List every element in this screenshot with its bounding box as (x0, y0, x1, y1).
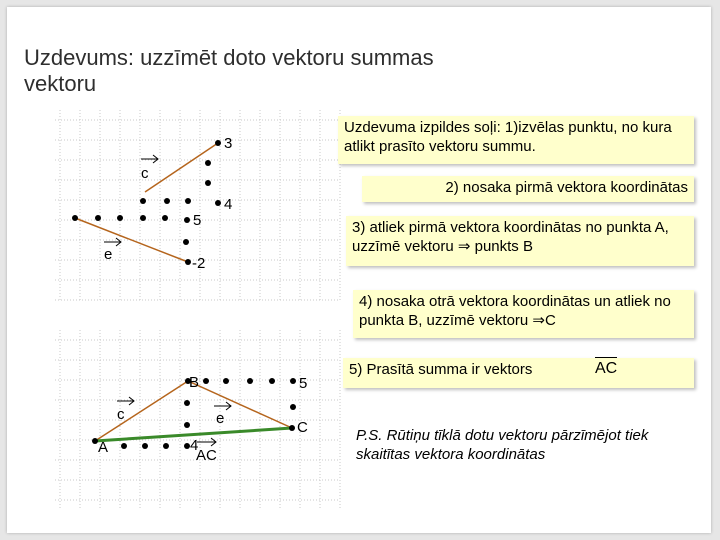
dot (290, 404, 296, 410)
bottom-coord-4: 4 (190, 437, 199, 454)
dot (140, 198, 146, 204)
dot (247, 378, 253, 384)
step-5-vector-ac: AC (595, 360, 618, 377)
point-c-label: C (297, 419, 308, 436)
step-3-note: 3) atliek pirmā vektora koordinātas no punkta A, uzzīmē vektoru ⇒ punkts B (346, 216, 694, 266)
dot (117, 215, 123, 221)
dot (184, 400, 190, 406)
step-2-note: 2) nosaka pirmā vektora koordinātas (362, 176, 694, 202)
dot (183, 239, 189, 245)
postscript-note: P.S. Rūtiņu tīklā dotu vektoru pārzīmējot tiek skaitītas vektora koordinātas (356, 427, 649, 463)
top-e-coord-minus2: -2 (192, 255, 206, 272)
dot (205, 160, 211, 166)
slide-title: Uzdevums: uzzīmēt doto vektoru summas vektoru (24, 45, 434, 96)
dot (184, 217, 190, 223)
dot (223, 378, 229, 384)
dot (203, 378, 209, 384)
dot (163, 443, 169, 449)
sum-ac-label: AC (196, 447, 217, 464)
dot (72, 215, 78, 221)
dot (185, 259, 191, 265)
bottom-coord-5: 5 (299, 375, 308, 392)
dot (290, 378, 296, 384)
bottom-c-label: c (117, 406, 125, 423)
dot (215, 200, 221, 206)
dot (269, 378, 275, 384)
dot (185, 198, 191, 204)
dot (121, 443, 127, 449)
dot (140, 215, 146, 221)
dot (142, 443, 148, 449)
dot (162, 215, 168, 221)
top-e-coord-5: 5 (193, 212, 202, 229)
top-c-coord-4: 4 (224, 196, 233, 213)
step-5-text: 5) Prasītā summa ir vektors (349, 361, 533, 378)
dot (289, 425, 295, 431)
top-c-dots (140, 135, 232, 213)
point-b-label: B (189, 374, 200, 391)
dot (164, 198, 170, 204)
dot (184, 422, 190, 428)
dot (95, 215, 101, 221)
top-e-label: e (104, 246, 113, 263)
top-c-label: c (141, 165, 149, 182)
bottom-e-label: e (216, 410, 225, 427)
point-a-label: A (98, 439, 109, 456)
dot (205, 180, 211, 186)
step-4-note: 4) nosaka otrā vektora koordinātas un atliek no punkta B, uzzīmē vektoru ⇒C (353, 290, 694, 338)
dot (215, 140, 221, 146)
top-c-coord-3: 3 (224, 135, 233, 152)
step-1-note: Uzdevuma izpildes soļi: 1)izvēlas punktu, no kura atlikt prasīto vektoru summu. (338, 116, 694, 164)
bottom-vector-c-line (95, 381, 188, 441)
step-5-note (343, 358, 694, 388)
